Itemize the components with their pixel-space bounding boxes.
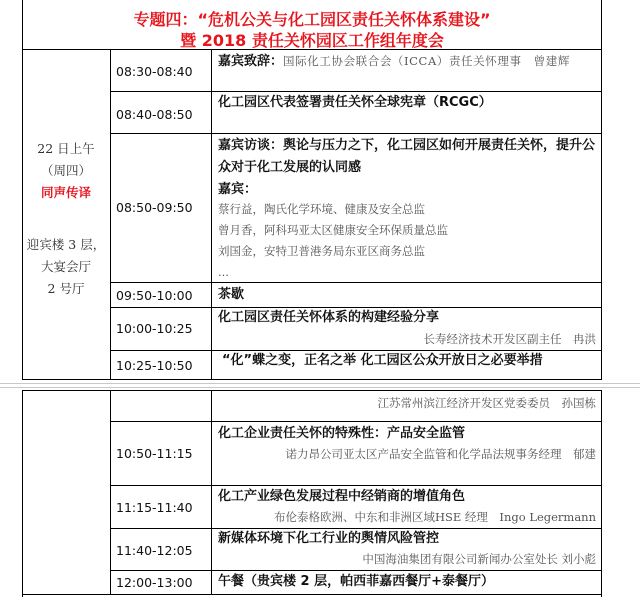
guest: ... bbox=[218, 265, 229, 279]
venue-line-2: 大宴会厅 bbox=[40, 259, 91, 274]
venue-line-1: 迎宾楼 3 层， bbox=[26, 237, 106, 252]
page-break bbox=[0, 383, 640, 384]
guest: 蔡行益，陶氏化学环境、健康及安全总监 bbox=[218, 202, 425, 216]
divider bbox=[22, 379, 602, 380]
session-date: 22 日上午 bbox=[37, 141, 95, 156]
interpretation-note: 同声传译 bbox=[40, 185, 91, 200]
time-slot: 11:15-11:40 bbox=[116, 500, 193, 515]
time-slot: 08:50-09:50 bbox=[116, 200, 193, 215]
agenda-topic: 午餐（贵宾楼 2 层，帕西菲嘉西餐厅+泰餐厅） bbox=[218, 574, 494, 589]
agenda-topic: 化工园区代表签署责任关怀全球宪章（RCGC） bbox=[218, 95, 492, 110]
time-slot: 10:50-11:15 bbox=[116, 446, 193, 461]
guests-label: 嘉宾： bbox=[218, 182, 258, 197]
speaker: 江苏常州滨江经济开发区党委委员 孙国栋 bbox=[377, 396, 596, 410]
divider bbox=[22, 594, 602, 595]
page-break bbox=[0, 387, 640, 388]
agenda-topic: 化工园区责任关怀体系的构建经验分享 bbox=[218, 310, 440, 325]
table-border bbox=[22, 390, 23, 597]
speaker: 长寿经济技术开发区副主任 冉洪 bbox=[423, 332, 596, 346]
divider bbox=[110, 133, 602, 134]
time-slot: 11:40-12:05 bbox=[116, 543, 193, 558]
time-slot: 08:40-08:50 bbox=[116, 107, 193, 122]
divider bbox=[211, 49, 212, 380]
guest: 刘国金，安特卫普港务局东亚区商务总监 bbox=[218, 244, 425, 258]
speaker: 国际化工协会联合会（ICCA）责任关怀理事 曾建辉 bbox=[283, 54, 570, 68]
agenda-topic: “化”蝶之变，正名之举 化工园区公众开放日之必要举措 bbox=[222, 353, 543, 368]
divider bbox=[22, 390, 602, 391]
speaker: 布伦泰格欧洲、中东和非洲区域HSE 经理 Ingo Legermann bbox=[273, 510, 596, 524]
time-slot: 09:50-10:00 bbox=[116, 288, 193, 303]
divider bbox=[110, 49, 111, 380]
venue-line-3: 2 号厅 bbox=[47, 281, 85, 296]
divider bbox=[110, 421, 602, 422]
agenda-topic: 茶歇 bbox=[218, 287, 245, 302]
time-slot: 10:25-10:50 bbox=[116, 358, 193, 373]
time-slot: 08:30-08:40 bbox=[116, 64, 193, 79]
table-border bbox=[601, 0, 602, 380]
time-slot: 10:00-10:25 bbox=[116, 321, 193, 336]
agenda-topic: 新媒体环境下化工行业的舆情风险管控 bbox=[218, 531, 440, 546]
agenda-topic: 化工企业责任关怀的特殊性：产品安全监管 bbox=[218, 426, 466, 441]
agenda-topic: 化工产业绿色发展过程中经销商的增值角色 bbox=[218, 489, 466, 504]
session-weekday: （周四） bbox=[40, 163, 91, 178]
time-slot: 12:00-13:00 bbox=[116, 575, 193, 590]
item-label: 嘉宾致辞： bbox=[218, 54, 284, 69]
title-line-2: 暨 2018 责任关怀园区工作组年度会 bbox=[180, 31, 444, 50]
agenda-item bbox=[218, 50, 596, 76]
title-line-1: 专题四：“危机公关与化工园区责任关怀体系建设” bbox=[133, 10, 491, 29]
speaker: 中国海油集团有限公司新闻办公室处长 刘小彪 bbox=[362, 552, 596, 566]
speaker: 诺力昂公司亚太区产品安全监管和化学品法规事务经理 郁建 bbox=[285, 447, 596, 461]
agenda-topic: 嘉宾访谈：舆论与压力之下，化工园区如何开展责任关怀，提升公众对于化工发展的认同感 bbox=[218, 138, 596, 175]
guest: 曾月香，阿科玛亚太区健康安全环保质量总监 bbox=[218, 223, 448, 237]
